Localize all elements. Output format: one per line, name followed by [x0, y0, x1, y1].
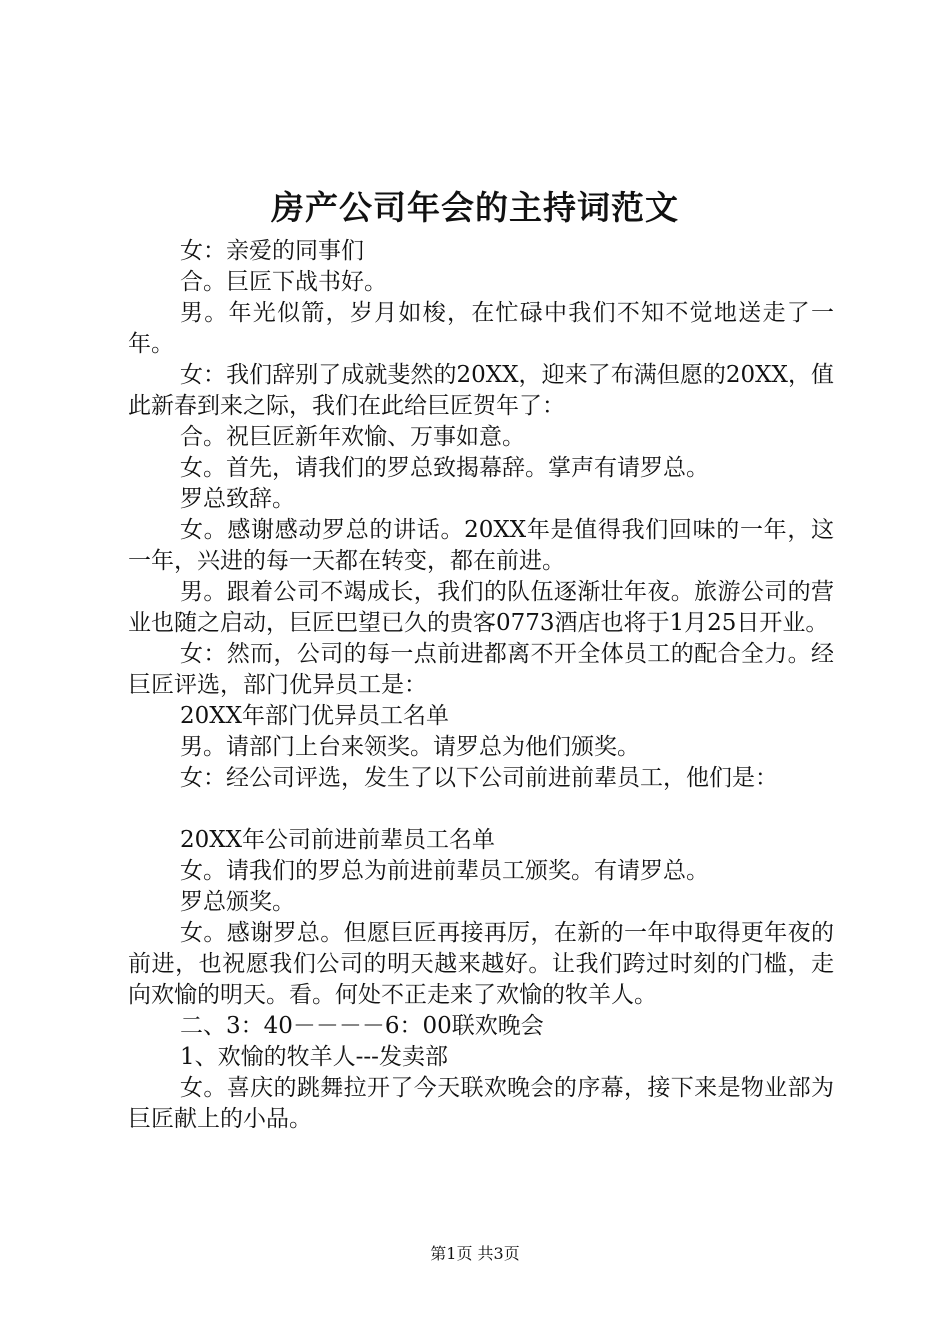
paragraph: 1、欢愉的牧羊人---发卖部 — [180, 1044, 448, 1070]
paragraph: 合。祝巨匠新年欢愉、万事如意。 — [180, 424, 525, 450]
document-body — [128, 236, 834, 1135]
paragraph: 女。感谢罗总。但愿巨匠再接再厉，在新的一年中取得更年夜的前进，也祝愿我们公司的明天越来越好。让我们跨过时刻的门槛，走向欢愉的明天。看。何处不正走来了欢愉的牧羊人。 — [128, 920, 834, 1008]
paragraph: 男。年光似箭，岁月如梭，在忙碌中我们不知不觉地送走了一年。 — [128, 300, 834, 357]
paragraph: 男。跟着公司不竭成长，我们的队伍逐渐壮年夜。旅游公司的营业也随之启动，巨匠巴望已久的贵客0773酒店也将于1月25日开业。 — [128, 579, 834, 636]
paragraph: 女。喜庆的跳舞拉开了今天联欢晚会的序幕，接下来是物业部为巨匠献上的小品。 — [128, 1075, 834, 1132]
paragraph: 女。请我们的罗总为前进前辈员工颁奖。有请罗总。 — [180, 858, 709, 884]
paragraph: 男。请部门上台来领奖。请罗总为他们颁奖。 — [180, 734, 640, 760]
blank-line — [128, 794, 834, 825]
paragraph: 女。感谢感动罗总的讲话。20XX年是值得我们回味的一年，这一年，兴进的每一天都在转变，都在前进。 — [128, 517, 834, 574]
paragraph: 女：然而，公司的每一点前进都离不开全体员工的配合全力。经巨匠评选，部门优异员工是： — [128, 641, 834, 698]
paragraph: 合。巨匠下战书好。 — [180, 269, 387, 295]
paragraph: 二、3：40－－－－6：00联欢晚会 — [180, 1013, 544, 1039]
document-title: 房产公司年会的主持词范文 — [271, 188, 679, 227]
paragraph: 罗总颁奖。 — [180, 889, 295, 915]
paragraph: 罗总致辞。 — [180, 486, 295, 512]
page-footer: 第1页 共3页 — [430, 1244, 520, 1263]
paragraph: 女：经公司评选，发生了以下公司前进前辈员工，他们是： — [180, 765, 778, 791]
paragraph: 女：亲爱的同事们 — [180, 238, 364, 264]
paragraph: 20XX年公司前进前辈员工名单 — [180, 827, 496, 853]
paragraph: 女：我们辞别了成就斐然的20XX，迎来了布满但愿的20XX，值此新春到来之际，我们在此给巨匠贺年了： — [128, 362, 834, 419]
paragraph: 女。首先，请我们的罗总致揭幕辞。掌声有请罗总。 — [180, 455, 709, 481]
paragraph: 20XX年部门优异员工名单 — [180, 703, 450, 729]
